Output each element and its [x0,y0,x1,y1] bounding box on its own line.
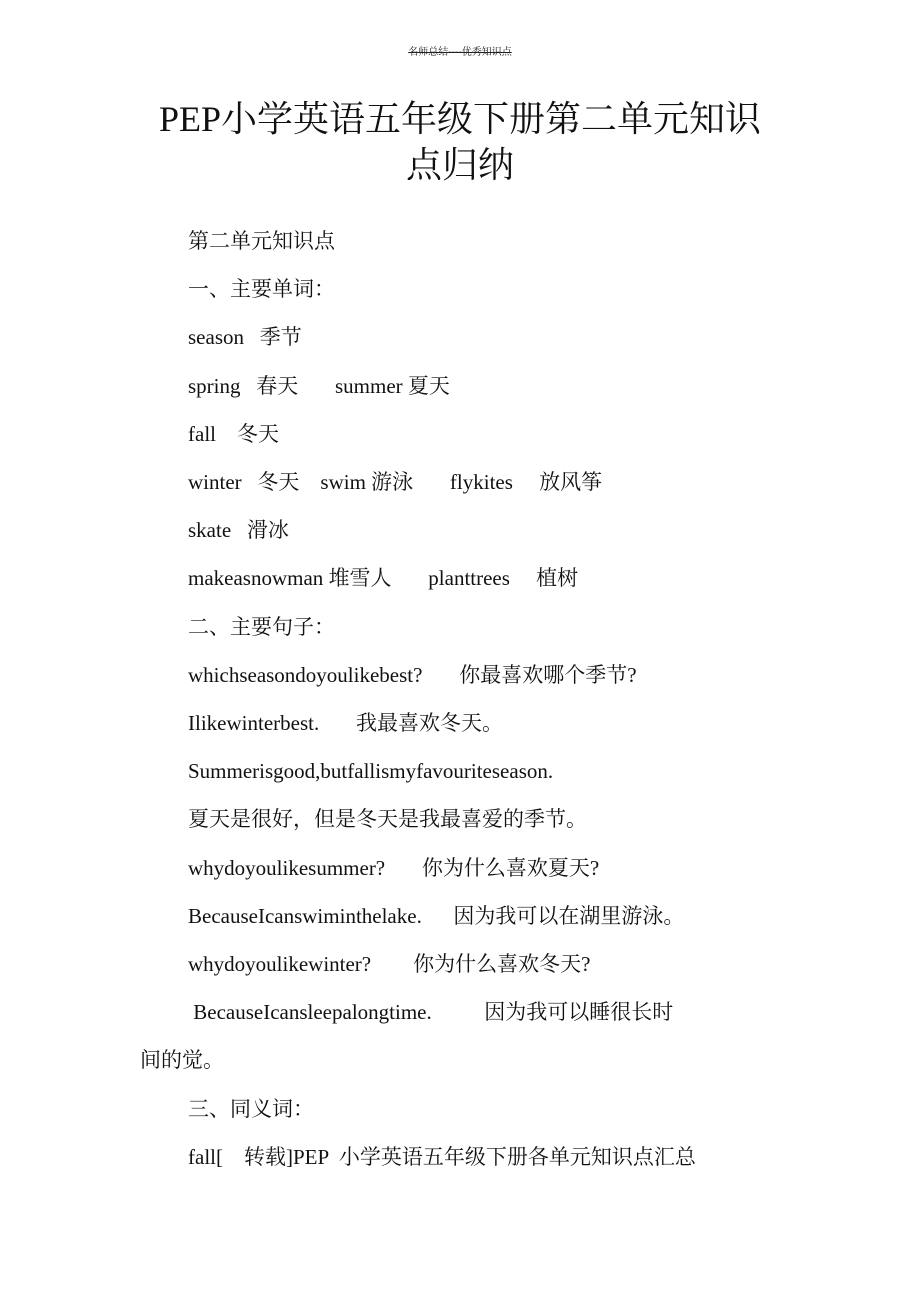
text-line: 一、主要单词： [188,277,335,302]
text-line: 二、主要句子： [188,614,335,639]
text-line: BecauseIcanswiminthelake. 因为我可以在湖里游泳。 [188,903,685,928]
text-line: fall[ 转载]PEP 小学英语五年级下册各单元知识点汇总 [188,1144,696,1169]
title-line-2: 点归纳 [405,145,514,185]
title-line-1: PEP小学英语五年级下册第二单元知识 [158,99,762,139]
text-line: whichseasondoyoulikebest? 你最喜欢哪个季节? [188,662,637,687]
header-text: 名师总结----优秀知识点 [408,47,512,58]
text-line: whydoyoulikesummer? 你为什么喜欢夏天? [188,855,600,880]
text-line: fall 冬天 [188,421,279,446]
text-line: makeasnowman 堆雪人 planttrees 植树 [188,566,579,591]
text-line: spring 春天 summer 夏天 [188,373,450,398]
text-line: 间的觉。 [140,1048,224,1073]
text-line: 第二单元知识点 [188,229,335,253]
text-line: BecauseIcansleepalongtime. 因为我可以睡很长时 [188,1000,674,1025]
text-line: Ilikewinterbest. 我最喜欢冬天。 [188,711,503,735]
text-line: skate 滑冰 [188,518,289,543]
text-line: whydoyoulikewinter? 你为什么喜欢冬天? [188,952,591,976]
document-title [0,96,920,188]
text-line: 三、同义词： [188,1096,314,1121]
text-line: winter 冬天 swim 游泳 flykites 放风筝 [188,470,603,494]
text-line: 夏天是很好，但是冬天是我最喜爱的季节。 [188,807,587,832]
text-line: Summerisgood,butfallismyfavouriteseason. [188,759,554,784]
page-header [0,43,920,58]
text-line: season 季节 [188,325,302,350]
